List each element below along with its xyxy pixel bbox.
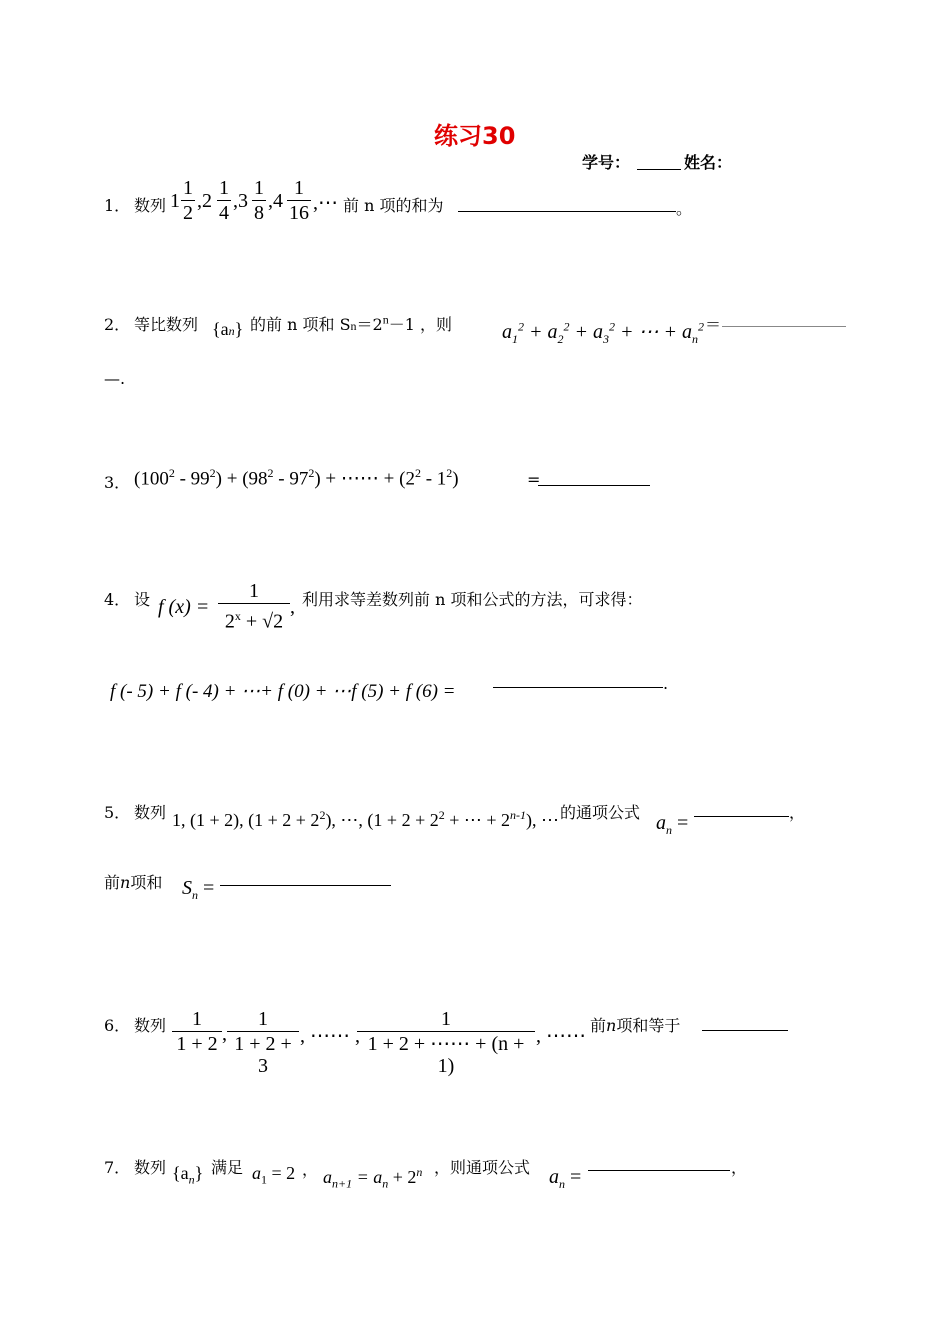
- q1-frac-2: 1 4: [219, 177, 229, 224]
- q4-text-a: 设: [134, 590, 151, 609]
- q4-answer-blank[interactable]: [493, 687, 663, 688]
- q1-answer-blank[interactable]: [458, 211, 676, 212]
- q3-expression: $(100^2 - 99^2) + (98^2 - 97^2)$ + ⋯⋯ + $(2^2 - 1^2)$: [134, 466, 459, 490]
- q1-whole-4: ,4: [268, 190, 283, 212]
- q6-frac-1: 1 1 + 2: [172, 1008, 222, 1055]
- q7-a1: $a_1 = 2$: [252, 1163, 296, 1187]
- q5-number: 5．: [104, 803, 131, 822]
- q6-text-a: 数列: [134, 1016, 167, 1035]
- q6-sep-3: , ⋯⋯: [536, 1025, 586, 1047]
- q1-frac-4: 1 16: [289, 177, 309, 224]
- q4-text-b: 利用求等差数列前 n 项和公式的方法，可求得：: [302, 590, 643, 609]
- q1-number: 1．: [104, 196, 131, 215]
- q7-number: 7．: [104, 1158, 131, 1177]
- q1-whole-2: ,2: [197, 190, 212, 212]
- q2-sum: $a_1^2 + a_2^2 + a_3^2$ + ⋯ + $a_n^2$: [502, 319, 704, 346]
- q6-frac-3: 1 1 + 2 + ⋯⋯ + (n + 1): [357, 1008, 535, 1077]
- q3-answer-blank[interactable]: [538, 485, 650, 486]
- q3-number: 3．: [104, 473, 131, 492]
- q2-seq: {an}: [212, 319, 244, 339]
- q6-sep-1: ,: [222, 1023, 227, 1045]
- q7-end: ，: [731, 1158, 748, 1177]
- q2-number: 2．: [104, 315, 131, 334]
- q1-whole-1: 1: [170, 190, 180, 212]
- q5-text-b: 的通项公式: [560, 803, 641, 822]
- q7-text-a: 数列: [134, 1158, 167, 1177]
- q2-eq: ＝: [705, 315, 722, 334]
- q4-number: 4．: [104, 590, 131, 609]
- q4-comma: ,: [290, 596, 295, 618]
- q1-end: 。: [676, 199, 693, 218]
- q5-sn: $S_n$ =: [182, 877, 215, 902]
- page-title: 练习30: [434, 122, 516, 150]
- q5-text-c: 前n项和: [104, 873, 163, 892]
- q7-text-b: 满足: [211, 1158, 244, 1177]
- q5-sn-blank[interactable]: [220, 885, 391, 886]
- q7-answer-blank[interactable]: [588, 1170, 730, 1171]
- q2-answer-blank[interactable]: [722, 326, 846, 327]
- q1-text-b: 前 n 项的和为: [343, 196, 444, 215]
- q5-an: $a_n$ =: [656, 812, 689, 837]
- q6-sep-2: , ⋯⋯ ,: [300, 1025, 360, 1047]
- q4-fx: f (x) =: [158, 596, 210, 618]
- q4-sum-expression: f (- 5) + f (- 4) + ⋯+ f (0) + ⋯f (5) + f (6) =: [110, 681, 456, 702]
- q1-whole-3: ,3: [233, 190, 248, 212]
- q5-an-blank[interactable]: [694, 816, 789, 817]
- q1-frac-3: 1 8: [254, 177, 264, 224]
- q6-frac-2: 1 1 + 2 + 3: [227, 1008, 299, 1077]
- q7-recurrence: $a_{n+1} = a_n + 2^n$: [323, 1165, 423, 1191]
- q4-end: .: [663, 674, 669, 693]
- q1-frac-1: 1 2: [183, 177, 193, 224]
- q5-text-a: 数列: [134, 803, 167, 822]
- q4-fraction: 1 $2^x + √2$: [218, 580, 290, 633]
- q2-continuation: —.: [104, 369, 126, 388]
- q3-eq: =: [527, 470, 541, 489]
- q2-text-a: 等比数列: [134, 315, 199, 334]
- q6-text-b: 前n项和等于: [590, 1016, 681, 1035]
- q5-sequence: 1, (1 + 2), $(1 + 2 + 2^2)$, ⋯, ($1 + 2 + 2^2$ + ⋯ + $2^{n-1}$), ⋯: [172, 808, 560, 830]
- q5-end: ，: [789, 803, 806, 822]
- q6-number: 6．: [104, 1016, 131, 1035]
- q7-an: $a_n$ =: [549, 1166, 582, 1191]
- q7-comma: ，: [302, 1160, 319, 1179]
- q2-text-b: 的前 n 项和 $Sn=2^n-1$ ，则: [250, 312, 452, 334]
- q7-text-c: ，则通项公式: [434, 1158, 531, 1177]
- q1-ellipsis: ,⋯: [313, 192, 338, 214]
- q1-text: 数列: [134, 196, 167, 215]
- student-id-label: 学号：: [582, 153, 631, 172]
- student-name-label: 姓名：: [684, 153, 733, 172]
- student-id-blank: [637, 169, 681, 170]
- q7-seq: $\{a_n\}$: [172, 1163, 204, 1187]
- q6-answer-blank[interactable]: [702, 1030, 788, 1031]
